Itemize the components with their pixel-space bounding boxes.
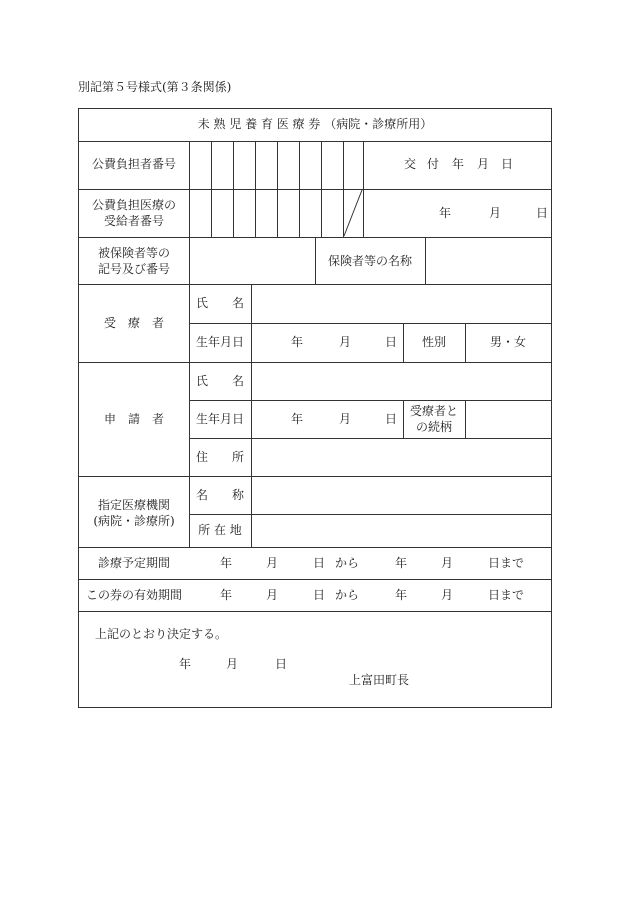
validity-from-word: から <box>335 588 360 602</box>
recipient-month-label: 月 <box>489 206 502 220</box>
mayor-signature: 上富田町長 <box>349 673 410 687</box>
row-divider <box>189 438 551 439</box>
validity-from-day: 日 <box>313 588 326 602</box>
patient-name-label: 氏 名 <box>195 296 244 310</box>
public-payer-number-label: 公費負担者番号 <box>91 157 176 171</box>
digit-box-divider <box>321 141 322 237</box>
row-divider <box>189 400 551 401</box>
form-number-label: 別記第５号様式(第３条関係) <box>78 80 232 94</box>
applicant-birth-label: 生年月日 <box>195 412 244 426</box>
digit-box-divider <box>255 141 256 237</box>
issue-label: 付 <box>427 157 440 171</box>
recipient-number-label: 公費負担医療の 受給者番号 <box>91 198 176 228</box>
unused-digit-slash <box>343 189 363 237</box>
patient-birth-year: 年 <box>291 335 304 349</box>
issue-day-label: 日 <box>501 157 514 171</box>
insured-number-label: 被保険者等の 記号及び番号 <box>97 246 170 276</box>
treatment-from-year: 年 <box>220 556 233 570</box>
insurer-name-label: 保険者等の名称 <box>327 254 412 268</box>
applicant-address-label: 住 所 <box>195 450 244 464</box>
treatment-to-month: 月 <box>441 556 454 570</box>
patient-birth-month: 月 <box>339 335 352 349</box>
recipient-year-label: 年 <box>439 206 452 220</box>
medical-certificate-form <box>78 108 552 708</box>
applicant-birth-day: 日 <box>385 412 398 426</box>
row-divider <box>79 611 551 612</box>
institution-location-label: 所 在 地 <box>198 523 242 537</box>
column-divider <box>251 284 252 547</box>
issue-month-label: 月 <box>477 157 490 171</box>
row-divider <box>79 189 551 190</box>
relation-label: 受療者と の続柄 <box>409 404 458 434</box>
row-divider <box>79 476 551 477</box>
sex-label: 性別 <box>421 335 446 349</box>
column-divider <box>425 237 426 284</box>
patient-birth-label: 生年月日 <box>195 335 244 349</box>
patient-birth-day: 日 <box>385 335 398 349</box>
row-divider <box>189 514 551 515</box>
applicant-birth-month: 月 <box>339 412 352 426</box>
applicant-label: 申 請 者 <box>103 412 164 426</box>
column-divider <box>465 400 466 438</box>
form-title: 未 熟 児 養 育 医 療 券 （病院・診療所用） <box>197 117 433 131</box>
row-divider <box>79 579 551 580</box>
digit-box-divider <box>299 141 300 237</box>
issue-year-label: 年 <box>452 157 465 171</box>
digit-box-divider <box>233 141 234 237</box>
institution-name-label: 名 称 <box>195 488 244 502</box>
validity-period-label: この券の有効期間 <box>85 588 182 602</box>
validity-to-year: 年 <box>395 588 408 602</box>
row-divider <box>189 323 551 324</box>
digit-box-divider <box>363 141 364 237</box>
digit-box-divider <box>211 141 212 237</box>
validity-to-month: 月 <box>441 588 454 602</box>
decision-year: 年 <box>179 657 192 671</box>
decision-statement: 上記のとおり決定する。 <box>95 627 228 641</box>
decision-month: 月 <box>226 657 239 671</box>
treatment-from-month: 月 <box>266 556 279 570</box>
row-divider <box>79 284 551 285</box>
applicant-birth-year: 年 <box>291 412 304 426</box>
decision-day: 日 <box>275 657 288 671</box>
recipient-day-label: 日 <box>536 206 549 220</box>
row-divider <box>79 362 551 363</box>
treatment-from-day: 日 <box>313 556 326 570</box>
digit-box-divider <box>277 141 278 237</box>
treatment-to-year: 年 <box>395 556 408 570</box>
institution-label: 指定医療機関 (病院・診療所) <box>93 498 175 528</box>
patient-label: 受 療 者 <box>103 316 164 330</box>
treatment-period-label: 診療予定期間 <box>97 556 170 570</box>
validity-to-until: 日まで <box>488 588 525 602</box>
sex-value: 男・女 <box>489 335 526 349</box>
row-divider <box>79 141 551 142</box>
issue-label: 交 <box>404 157 417 171</box>
row-divider <box>79 547 551 548</box>
treatment-to-until: 日まで <box>488 556 525 570</box>
treatment-from-word: から <box>335 556 360 570</box>
validity-from-month: 月 <box>266 588 279 602</box>
applicant-name-label: 氏 名 <box>195 374 244 388</box>
validity-from-year: 年 <box>220 588 233 602</box>
